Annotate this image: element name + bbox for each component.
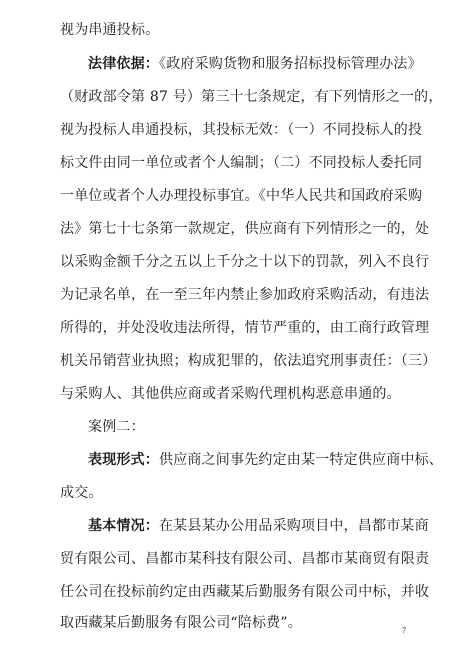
text-line: 一单位或者个人办理投标事宜。《中华人民共和国政府采购 bbox=[60, 188, 423, 204]
text-line: 为记录名单，在一至三年内禁止参加政府采购活动，有违法 bbox=[60, 287, 430, 303]
text-line: 视为投标人串通投标，其投标无效：（一）不同投标人的投 bbox=[60, 122, 423, 138]
text-line: 与采购人、其他供应商或者采购代理机构恶意串通的。 bbox=[60, 386, 401, 402]
text-run: 在某县某办公用品采购项目中，昌都市某商 bbox=[159, 518, 429, 534]
paragraph-first-line bbox=[88, 516, 429, 536]
case-heading: 案例二： bbox=[88, 419, 145, 435]
legal-basis-label: 法律依据： bbox=[88, 56, 159, 72]
text-line: 以采购金额千分之五以上千分之十以下的罚款，列入不良行 bbox=[60, 254, 430, 270]
paragraph-first-line bbox=[88, 450, 443, 470]
text-line: 成交。 bbox=[60, 485, 103, 501]
text-line: 视为串通投标。 bbox=[60, 22, 160, 38]
form-label: 表现形式： bbox=[88, 452, 159, 468]
text-line: 法》第七十七条第一款规定，供应商有下列情形之一的，处 bbox=[60, 221, 430, 237]
text-run: 供应商之间事先约定由某一特定供应商中标、 bbox=[159, 452, 443, 468]
text-line: 机关吊销营业执照；构成犯罪的，依法追究刑事责任：（三） bbox=[60, 353, 437, 369]
text-line: 取西藏某后勤服务有限公司“陪标费”。 bbox=[60, 615, 302, 631]
paragraph-first-line bbox=[88, 54, 422, 74]
text-line: 标文件由同一单位或者个人编制；（二）不同投标人委托同 bbox=[60, 155, 423, 171]
page-number: 7 bbox=[402, 626, 406, 635]
text-line: （财政部令第 87 号）第三十七条规定，有下列情形之一的， bbox=[60, 89, 443, 105]
text-line: 贸有限公司、昌都市某科技有限公司、昌都市某商贸有限责 bbox=[60, 551, 430, 567]
basic-situation-label: 基本情况： bbox=[88, 518, 159, 534]
text-line: 所得的，并处没收违法所得，情节严重的，由工商行政管理 bbox=[60, 320, 430, 336]
text-run: 《政府采购货物和服务招标投标管理办法》 bbox=[159, 56, 422, 72]
text-line: 任公司在投标前约定由西藏某后勤服务有限公司中标，并收 bbox=[60, 584, 430, 600]
